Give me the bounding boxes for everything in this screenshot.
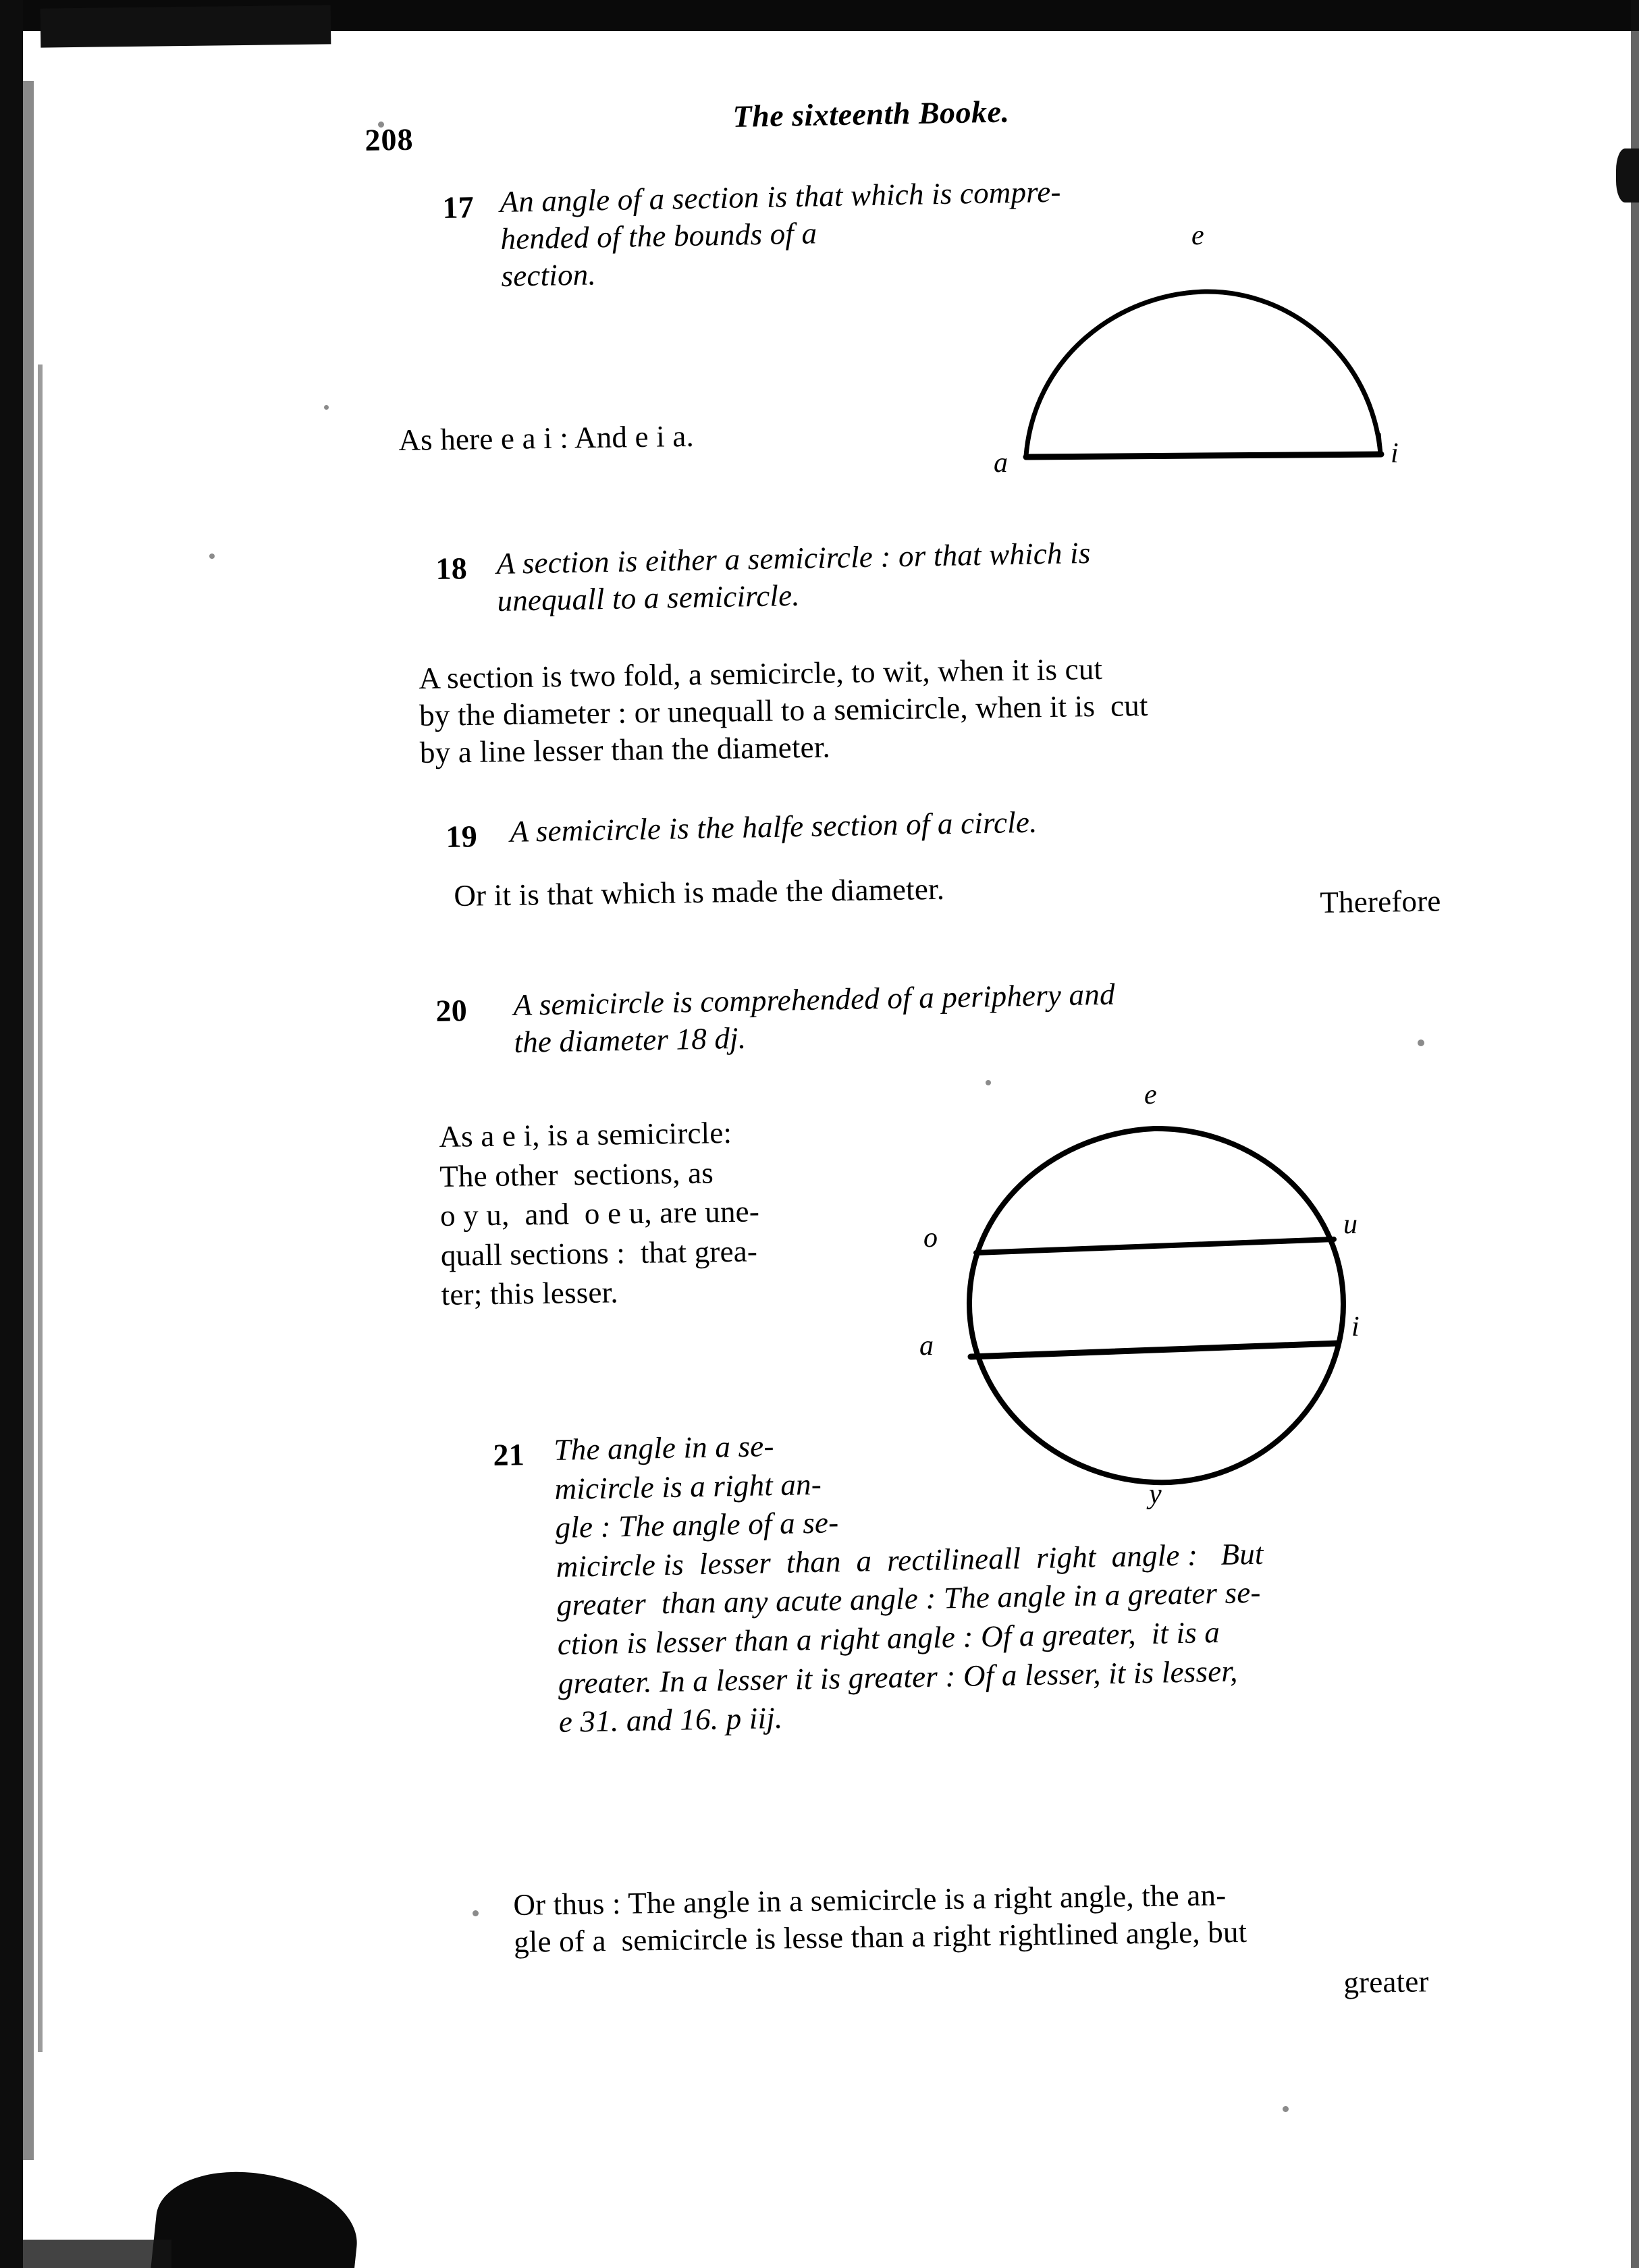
scan-artifact-bottom-edge: [23, 2240, 171, 2268]
section-number-20: 20: [435, 993, 468, 1028]
scan-artifact-right-notch: [1616, 148, 1639, 202]
catchword-therefore: Therefore: [1320, 884, 1441, 919]
section-number-21: 21: [493, 1437, 525, 1472]
section-number-18: 18: [435, 551, 468, 586]
scan-speck: [473, 1910, 479, 1916]
figure-label-a-left: a: [994, 448, 1008, 479]
figure-label-e-top: e: [1144, 1079, 1157, 1110]
section-definition-20: A semicircle is comprehended of a periphery and the diameter 18 dj.: [513, 977, 1116, 1059]
section-commentary-18: A section is two fold, a semicircle, to wit, when it is cut by the diameter : or unequall to a semicircle, when it is cut by a line lesser than the diameter.: [419, 651, 1148, 770]
section-commentary-21: Or thus : The angle in a semicircle is a right angle, the an- gle of a semicircle is lesse than a right rightlined angle, but: [513, 1878, 1247, 1959]
figure-label-u-right: u: [1343, 1209, 1358, 1240]
figure-label-e-top: e: [1191, 220, 1204, 251]
section-definition-17: An angle of a section is that which is compre- hended of the bounds of a section.: [500, 174, 1062, 293]
section-number-17: 17: [442, 190, 475, 225]
section-note-17: As here e a i : And e i a.: [398, 418, 695, 457]
figure-label-y-bottom: y: [1149, 1479, 1162, 1510]
section-definition-21: The angle in a se- micircle is a right an- gle : The angle of a se- micircle is lesser than a rectilineall right angle : But greater than any acute angle : The angle in a greater se- ction is lesser than a right angle : Of a greater, it is a greater. In a lesser it is greater : Of a lesser, it is lesser, e 31. and 16. p iij.: [554, 1429, 1264, 1739]
running-head: The sixteenth Booke.: [732, 94, 1010, 134]
section-number-19: 19: [446, 819, 478, 854]
scan-artifact-right-edge: [1631, 0, 1639, 2268]
figure-label-o-left: o: [923, 1222, 938, 1253]
scan-artifact-left-gutter: [0, 0, 23, 2268]
section-commentary-20: As a e i, is a semicircle: The other sections, as o y u, and o e u, are une- quall sections : that grea- ter; this lesser.: [439, 1115, 760, 1312]
scan-artifact-top-smudge: [41, 5, 331, 47]
scan-speck: [986, 1080, 991, 1085]
scan-artifact-left-rule: [38, 364, 43, 2052]
scan-artifact-bottom-blob: [150, 2163, 363, 2268]
figure-label-i-right: i: [1351, 1312, 1360, 1343]
section-definition-19: A semicircle is the halfe section of a circle.: [510, 805, 1038, 848]
scan-artifact-left-gutter-inner: [23, 81, 34, 2160]
catchword-greater: greater: [1343, 1964, 1430, 1999]
semicircle-figure: [994, 220, 1418, 479]
page-number: 208: [365, 122, 414, 157]
scan-speck: [324, 405, 329, 410]
scan-speck: [209, 554, 215, 559]
scan-speck: [1283, 2106, 1289, 2112]
figure-label-i-right: i: [1391, 438, 1399, 469]
section-commentary-19: Or it is that which is made the diameter.: [454, 871, 945, 913]
section-definition-18: A section is either a semicircle : or that which is unequall to a semicircle.: [496, 535, 1091, 618]
figure-label-a-left: a: [919, 1330, 934, 1361]
